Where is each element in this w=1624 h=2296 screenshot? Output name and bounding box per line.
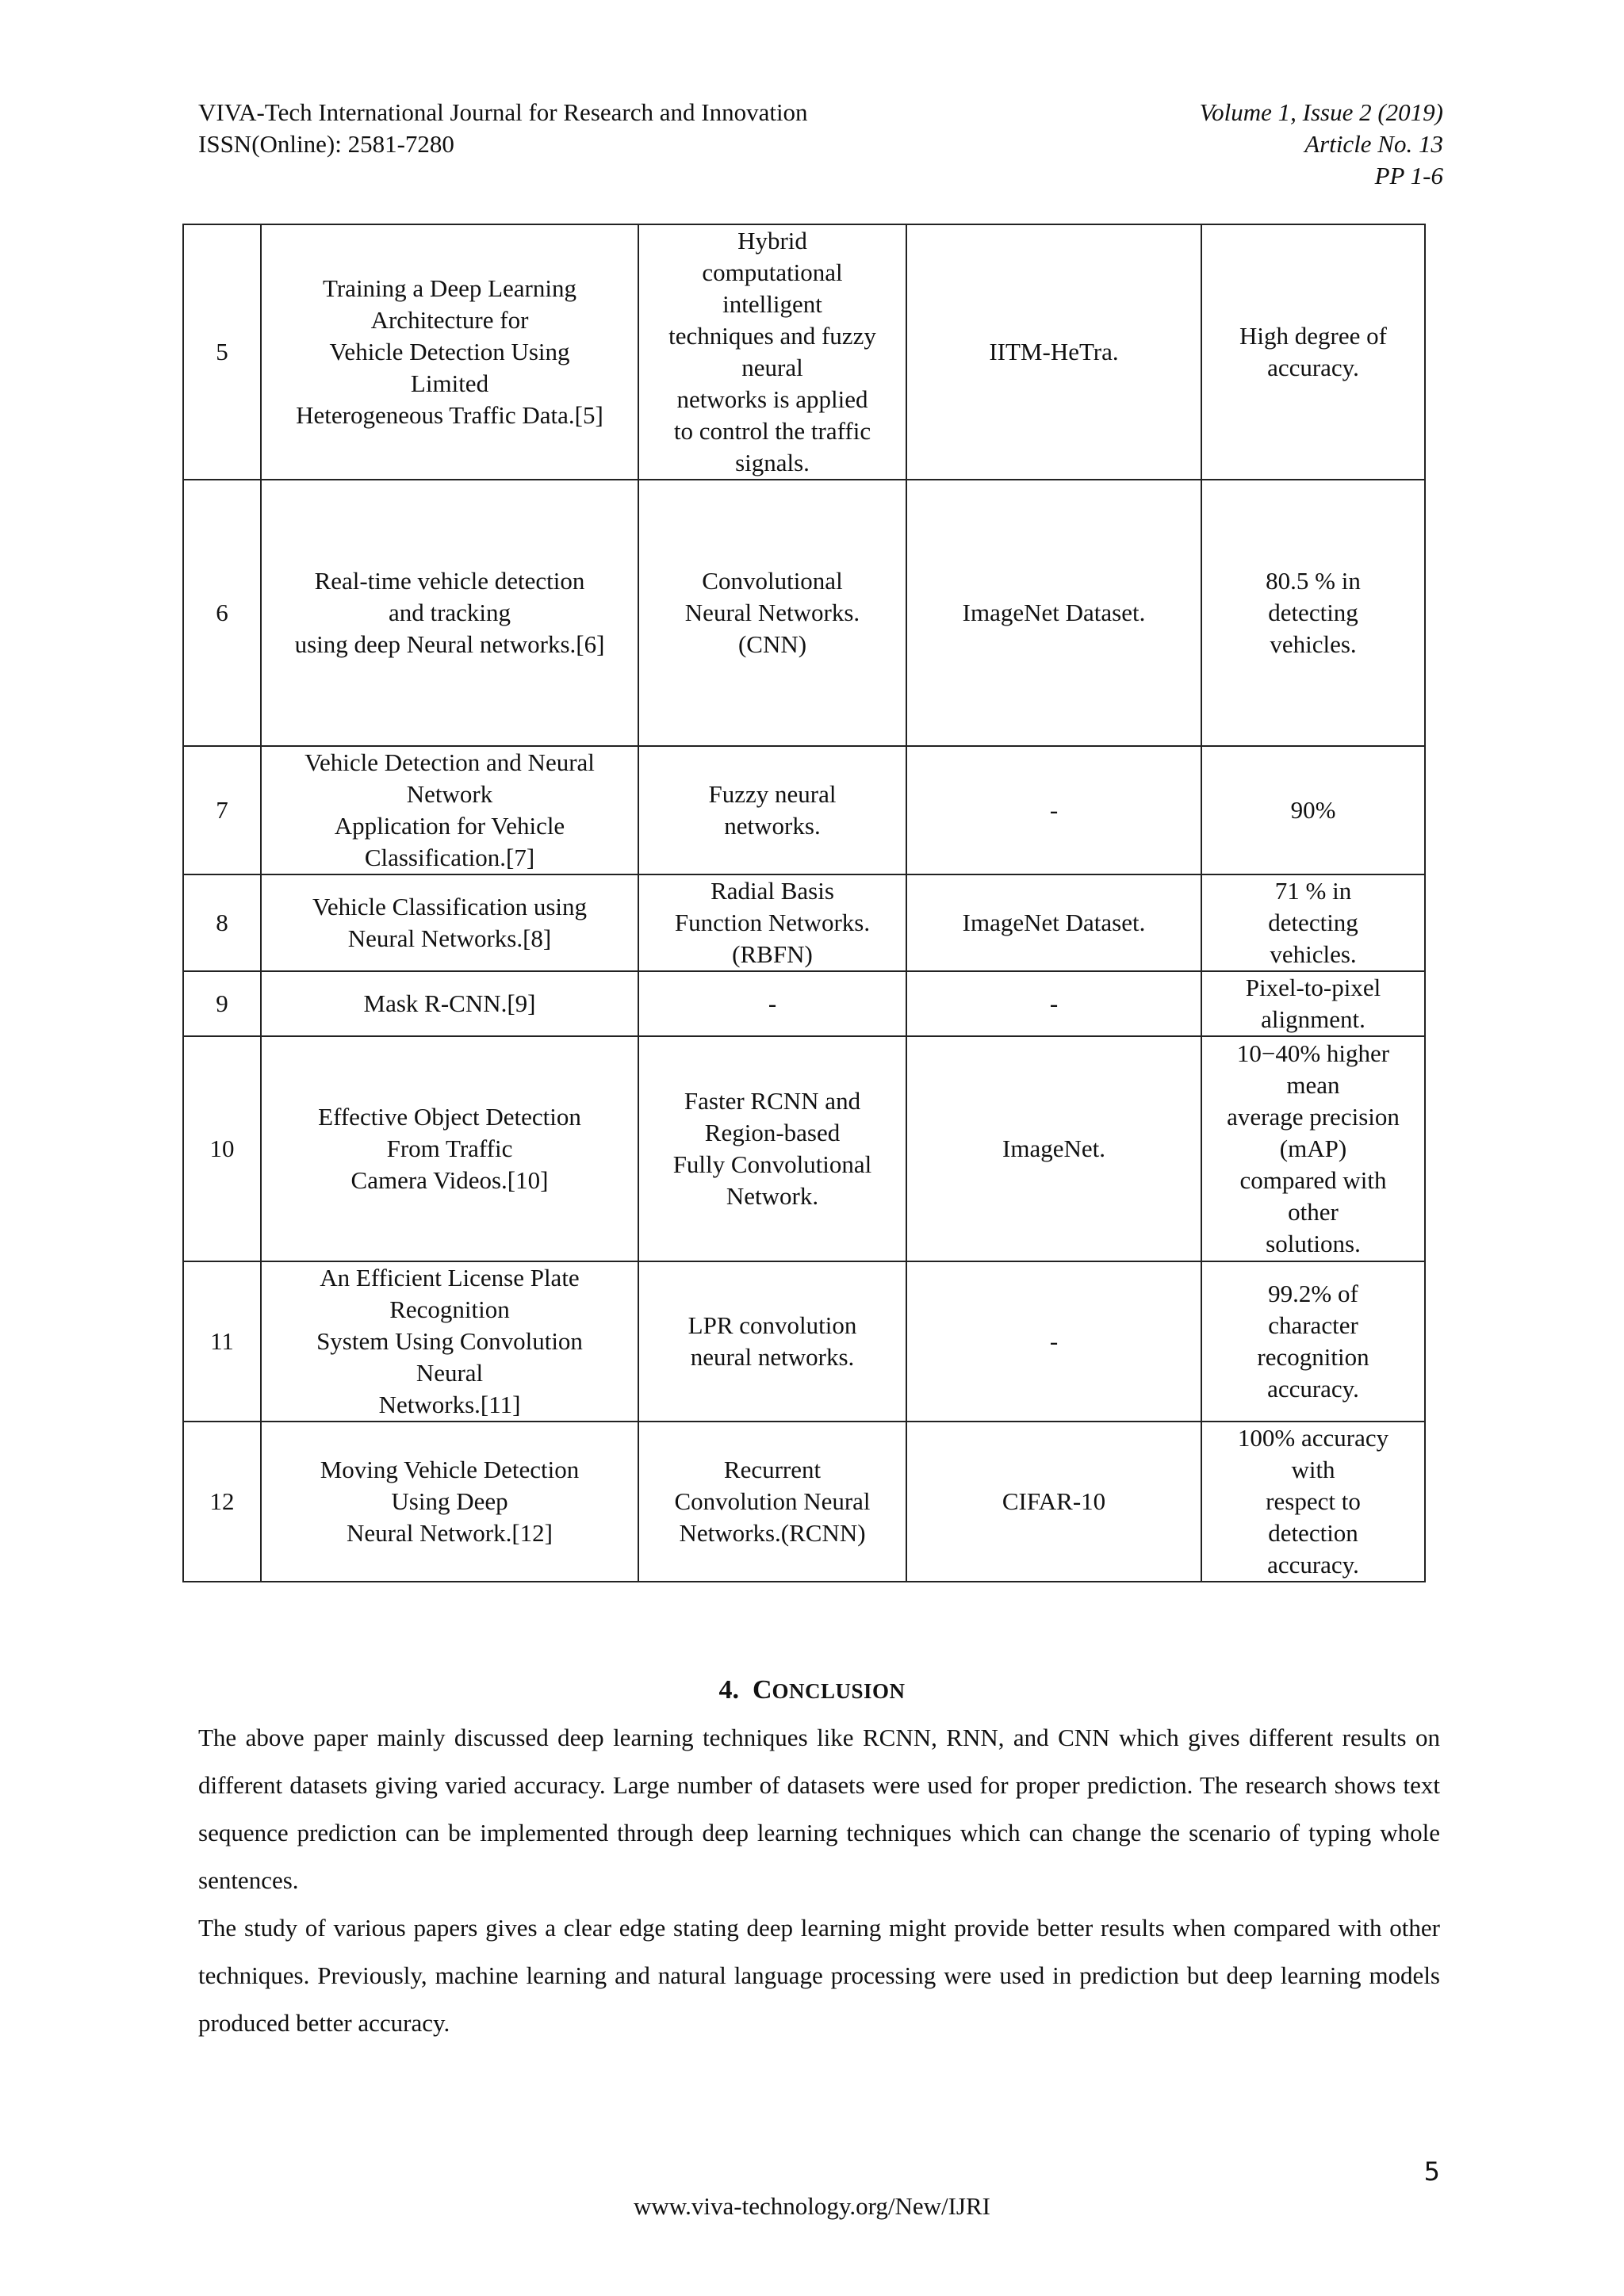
cell-text-line: Hybrid (737, 227, 807, 254)
cell-text-line: other (1288, 1198, 1339, 1226)
cell-text-line: accuracy. (1267, 1375, 1359, 1402)
table-cell-technique (638, 1261, 906, 1422)
cell-text-line: Radial Basis (710, 877, 834, 905)
cell-text-line: Networks.[11] (378, 1391, 521, 1418)
table-cell-title (261, 1261, 638, 1422)
cell-text-line: Architecture for (370, 306, 529, 334)
cell-text-line: accuracy. (1267, 354, 1359, 381)
cell-text-line: networks. (724, 812, 821, 840)
conclusion-paragraph-1: The above paper mainly discussed deep learning techniques like RCNN, RNN, and CNN which gives different results on different datasets giving varied accuracy. Large number of datasets were used for proper prediction. The research shows text sequence prediction can be implemented through deep learning techniques which can change the scenario of typing whole sentences. (198, 1724, 1440, 1894)
cell-text-line: neural networks. (690, 1343, 855, 1371)
cell-text-line: 10−40% higher (1236, 1039, 1390, 1067)
cell-text-line: detecting (1268, 909, 1358, 936)
cell-text-line: Neural Networks. (684, 599, 860, 626)
table-row (183, 746, 1425, 874)
table-cell-result (1201, 1036, 1425, 1261)
table-cell-technique (638, 1422, 906, 1582)
cell-text-line: vehicles. (1270, 630, 1357, 658)
section-heading-conclusion (0, 1674, 1624, 1707)
table-row (183, 1261, 1425, 1422)
cell-text-line: (CNN) (737, 630, 807, 658)
table-cell-technique (638, 746, 906, 874)
table-row (183, 1422, 1425, 1582)
cell-text-line: using deep Neural networks.[6] (294, 630, 605, 658)
literature-survey-table (182, 224, 1426, 1582)
cell-text-line: (RBFN) (732, 940, 813, 968)
journal-name: VIVA-Tech International Journal for Research and Innovation (198, 98, 808, 126)
section-title-rest: ONCLUSION (772, 1679, 906, 1703)
table-cell-title (261, 746, 638, 874)
table-cell-technique (638, 480, 906, 746)
table-body (183, 224, 1425, 1582)
cell-text-line: solutions. (1266, 1230, 1361, 1257)
cell-text-line: techniques and fuzzy (668, 322, 876, 350)
cell-text-line: Networks.(RCNN) (679, 1519, 866, 1547)
table-cell-technique (638, 224, 906, 480)
table-cell-no: 7 (183, 746, 261, 874)
table-cell-result (1201, 224, 1425, 480)
cell-text-line: compared with (1239, 1166, 1387, 1194)
cell-text-line: and tracking (388, 599, 511, 626)
running-header-left (198, 97, 808, 160)
table-cell-no: 6 (183, 480, 261, 746)
table-cell-result (1201, 1422, 1425, 1582)
cell-text-line: - (1049, 796, 1059, 824)
cell-text-line: - (1049, 1327, 1059, 1355)
table-cell-title (261, 480, 638, 746)
cell-text-line: signals. (735, 449, 810, 476)
cell-text-line: respect to (1266, 1487, 1361, 1515)
table-row (183, 480, 1425, 746)
cell-text-line: 100% accuracy (1237, 1424, 1389, 1452)
cell-text-line: LPR convolution (688, 1311, 857, 1339)
cell-text-line: computational (702, 258, 843, 286)
cell-text-line: Vehicle Detection Using (329, 338, 570, 365)
cell-text-line: Heterogeneous Traffic Data.[5] (296, 401, 603, 429)
cell-text-line: IITM-HeTra. (989, 338, 1119, 365)
journal-issn: ISSN(Online): 2581-7280 (198, 130, 454, 158)
cell-text-line: Limited (410, 369, 489, 397)
cell-text-line: Neural (416, 1359, 484, 1387)
cell-text-line: detection (1268, 1519, 1358, 1547)
table-cell-result (1201, 480, 1425, 746)
table-cell-dataset (906, 1036, 1201, 1261)
cell-text-line: ImageNet Dataset. (962, 599, 1146, 626)
cell-text-line: - (1049, 989, 1059, 1017)
cell-text-line: accuracy. (1267, 1551, 1359, 1578)
table-cell-technique (638, 1036, 906, 1261)
cell-text-line: Classification.[7] (364, 844, 535, 871)
table-cell-technique (638, 971, 906, 1036)
table-row (183, 1036, 1425, 1261)
table-cell-result (1201, 874, 1425, 971)
table-cell-title (261, 1422, 638, 1582)
cell-text-line: Application for Vehicle (334, 812, 565, 840)
cell-text-line: to control the traffic (673, 417, 871, 445)
cell-text-line: networks is applied (676, 385, 868, 413)
cell-text-line: ImageNet. (1002, 1135, 1105, 1162)
cell-text-line: mean (1286, 1071, 1340, 1099)
cell-text-line: Pixel-to-pixel (1245, 974, 1381, 1001)
page-number: 5 (1423, 2156, 1440, 2187)
cell-text-line: alignment. (1261, 1005, 1365, 1033)
section-number: 4. (718, 1675, 739, 1705)
running-header-right (1200, 97, 1443, 192)
table-cell-no: 12 (183, 1422, 261, 1582)
cell-text-line: intelligent (722, 290, 822, 318)
cell-text-line: - (768, 989, 777, 1017)
cell-text-line: Using Deep (391, 1487, 508, 1515)
cell-text-line: Vehicle Detection and Neural (304, 748, 595, 776)
cell-text-line: Vehicle Classification using (312, 893, 588, 920)
table-cell-dataset (906, 746, 1201, 874)
table-cell-result (1201, 1261, 1425, 1422)
table-cell-title (261, 1036, 638, 1261)
table-cell-no: 10 (183, 1036, 261, 1261)
cell-text-line: (mAP) (1279, 1135, 1347, 1162)
table-cell-no: 8 (183, 874, 261, 971)
cell-text-line: Moving Vehicle Detection (320, 1456, 580, 1483)
cell-text-line: Function Networks. (674, 909, 871, 936)
cell-text-line: Effective Object Detection (318, 1103, 581, 1131)
cell-text-line: average precision (1227, 1103, 1400, 1131)
footer-url: www.viva-technology.org/New/IJRI (634, 2192, 990, 2220)
cell-text-line: Convolution Neural (674, 1487, 871, 1515)
page-range: PP 1-6 (1374, 162, 1443, 189)
cell-text-line: CIFAR-10 (1002, 1487, 1106, 1515)
table-cell-no: 9 (183, 971, 261, 1036)
cell-text-line: 80.5 % in (1266, 567, 1361, 595)
cell-text-line: with (1291, 1456, 1335, 1483)
table-cell-result (1201, 971, 1425, 1036)
cell-text-line: Convolutional (702, 567, 843, 595)
journal-volume: Volume 1, Issue 2 (2019) (1199, 98, 1443, 126)
conclusion-paragraph-2: The study of various papers gives a clear edge stating deep learning might provide better results when compared with other techniques. Previously, machine learning and natural language processing were used in prediction but deep learning models produced better accuracy. (198, 1914, 1440, 2037)
cell-text-line: Fuzzy neural (708, 780, 837, 808)
table-row (183, 224, 1425, 480)
table-cell-title (261, 224, 638, 480)
cell-text-line: From Traffic (386, 1135, 513, 1162)
table-cell-dataset (906, 480, 1201, 746)
cell-text-line: Real-time vehicle detection (314, 567, 585, 595)
cell-text-line: recognition (1257, 1343, 1369, 1371)
cell-text-line: detecting (1268, 599, 1358, 626)
cell-text-line: Network. (726, 1182, 819, 1210)
cell-text-line: vehicles. (1270, 940, 1357, 968)
cell-text-line: neural (741, 354, 803, 381)
cell-text-line: Neural Networks.[8] (347, 924, 552, 952)
cell-text-line: Camera Videos.[10] (350, 1166, 549, 1194)
cell-text-line: 90% (1290, 796, 1336, 824)
table-cell-title (261, 971, 638, 1036)
cell-text-line: Network (406, 780, 493, 808)
cell-text-line: An Efficient License Plate (320, 1264, 580, 1292)
cell-text-line: High degree of (1239, 322, 1387, 350)
table-cell-no: 11 (183, 1261, 261, 1422)
table-cell-dataset (906, 1261, 1201, 1422)
cell-text-line: ImageNet Dataset. (962, 909, 1146, 936)
table-cell-dataset (906, 1422, 1201, 1582)
table-cell-dataset (906, 224, 1201, 480)
cell-text-line: Region-based (704, 1119, 841, 1146)
table-cell-dataset (906, 874, 1201, 971)
table-cell-no: 5 (183, 224, 261, 480)
table-row (183, 971, 1425, 1036)
cell-text-line: Faster RCNN and (684, 1087, 861, 1115)
table-cell-title (261, 874, 638, 971)
cell-text-line: Neural Network.[12] (347, 1519, 553, 1547)
cell-text-line: Training a Deep Learning (323, 274, 576, 302)
table-cell-dataset (906, 971, 1201, 1036)
section-title-initial: C (752, 1675, 772, 1705)
cell-text-line: Fully Convolutional (672, 1150, 872, 1178)
article-number: Article No. 13 (1304, 130, 1443, 158)
cell-text-line: System Using Convolution (316, 1327, 583, 1355)
cell-text-line: 99.2% of (1268, 1280, 1358, 1307)
cell-text-line: Mask R-CNN.[9] (363, 989, 536, 1017)
table-cell-result (1201, 746, 1425, 874)
cell-text-line: Recurrent (723, 1456, 822, 1483)
table-cell-technique (638, 874, 906, 971)
cell-text-line: character (1268, 1311, 1358, 1339)
table-row (183, 874, 1425, 971)
cell-text-line: Recognition (389, 1295, 510, 1323)
cell-text-line: 71 % in (1274, 877, 1352, 905)
